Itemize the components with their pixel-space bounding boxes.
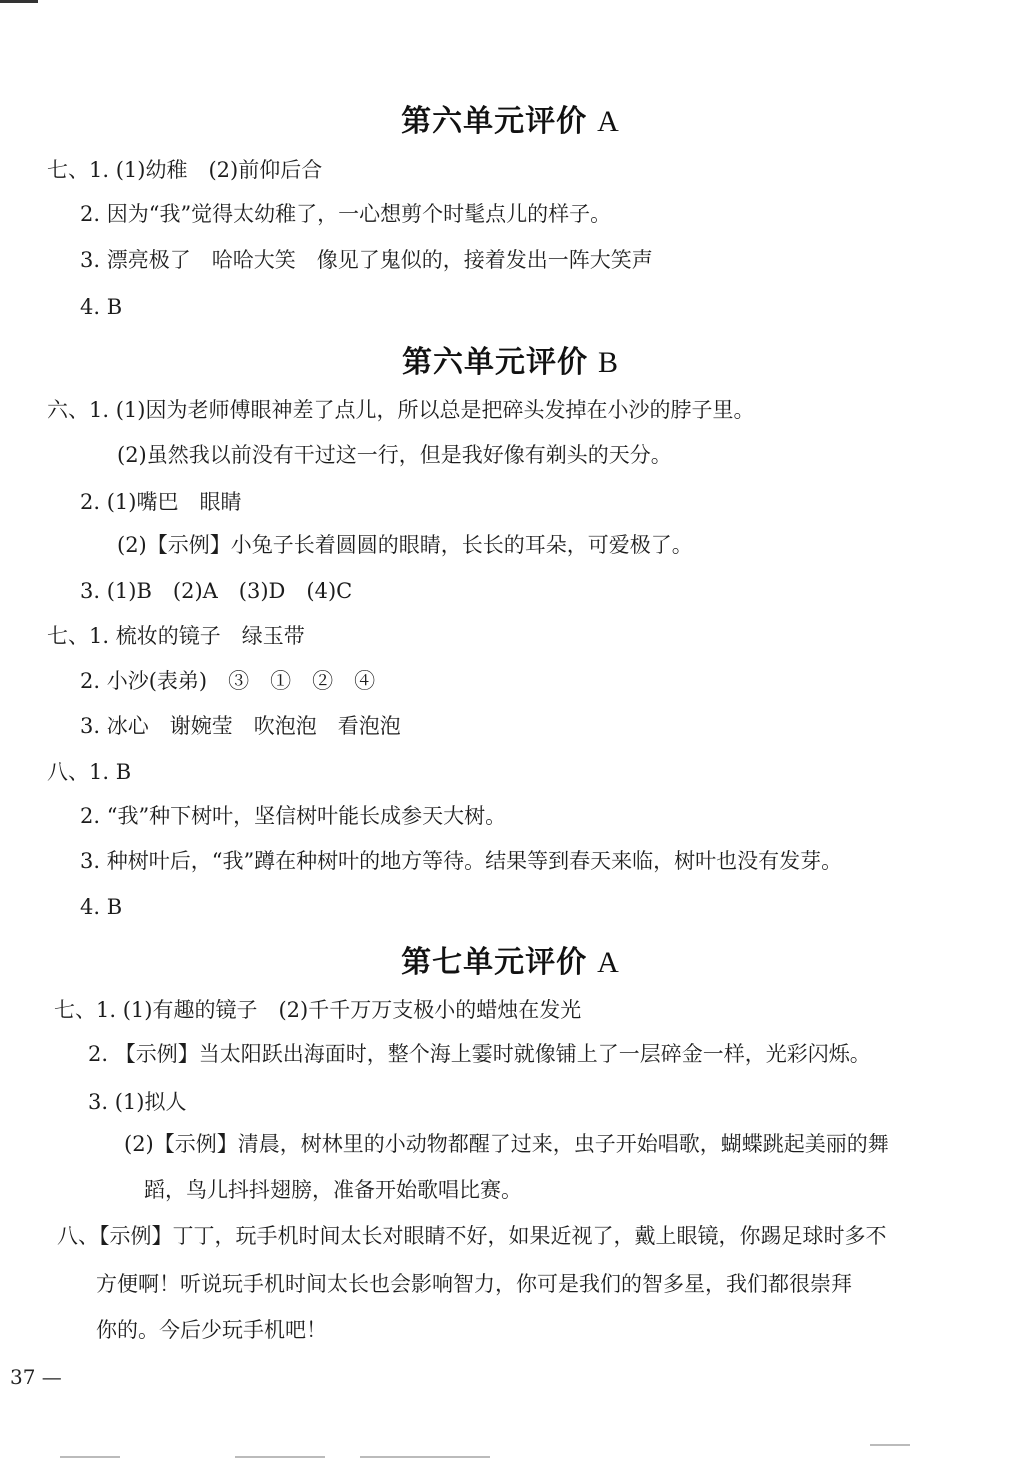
answer-line: 3. (1)拟人 [88, 1090, 187, 1114]
answer-line: 2. 因为“我”觉得太幼稚了，一心想剪个时髦点儿的样子。 [80, 202, 612, 226]
bottom-scan-mark [360, 1456, 490, 1458]
section-heading-unit7-a [0, 937, 1021, 981]
answer-line: (2)【示例】清晨，树林里的小动物都醒了过来，虫子开始唱歌，蝴蝶跳起美丽的舞 [124, 1132, 889, 1156]
bottom-scan-mark [60, 1456, 120, 1458]
answer-line: 3. 冰心 谢婉莹 吹泡泡 看泡泡 [80, 714, 401, 738]
answer-line: 方便啊！听说玩手机时间太长也会影响智力，你可是我们的智多星，我们都很崇拜 [96, 1272, 852, 1296]
answer-line: 3. 漂亮极了 哈哈大笑 像见了鬼似的，接着发出一阵大笑声 [80, 248, 653, 272]
answer-line: 七、1. 梳妆的镜子 绿玉带 [47, 624, 305, 648]
section-title: 第六单元评价 [401, 345, 588, 380]
section-title: 第六单元评价 [401, 104, 588, 139]
answer-line: 你的。今后少玩手机吧！ [96, 1318, 327, 1342]
answer-line: 4. B [80, 895, 123, 919]
answer-line: 2. 【示例】当太阳跃出海面时，整个海上霎时就像铺上了一层碎金一样，光彩闪烁。 [88, 1042, 871, 1066]
section-heading-unit6-a [0, 96, 1021, 140]
answer-line: 3. (1)B (2)A (3)D (4)C [80, 579, 353, 603]
answer-line: 2. 小沙(表弟) ③ ① ② ④ [80, 669, 376, 693]
answer-line: 八、1. B [47, 760, 132, 784]
answer-line: 八、【示例】丁丁，玩手机时间太长对眼睛不好，如果近视了，戴上眼镜，你踢足球时多不 [57, 1224, 887, 1248]
section-suffix: A [597, 105, 620, 138]
section-suffix: A [597, 946, 620, 979]
answer-line: (2)【示例】小兔子长着圆圆的眼睛，长长的耳朵，可爱极了。 [117, 533, 693, 557]
answer-line: 2. “我”种下树叶，坚信树叶能长成参天大树。 [80, 804, 507, 828]
page-number: 37 — [10, 1365, 62, 1389]
answer-line: (2)虽然我以前没有干过这一行，但是我好像有剃头的天分。 [117, 443, 672, 467]
section-suffix: B [597, 346, 619, 379]
corner-scan-mark [0, 0, 38, 3]
answer-line: 4. B [80, 295, 123, 319]
bottom-scan-mark [235, 1456, 325, 1458]
answer-line: 3. 种树叶后，“我”蹲在种树叶的地方等待。结果等到春天来临，树叶也没有发芽。 [80, 849, 843, 873]
answer-line: 2. (1)嘴巴 眼睛 [80, 490, 242, 514]
bottom-scan-mark [870, 1444, 910, 1446]
answer-line: 七、1. (1)有趣的镜子 (2)千千万万支极小的蜡烛在发光 [54, 998, 582, 1022]
section-title: 第七单元评价 [401, 945, 588, 980]
answer-line: 六、1. (1)因为老师傅眼神差了点儿，所以总是把碎头发掉在小沙的脖子里。 [47, 398, 755, 422]
answer-line: 蹈，鸟儿抖抖翅膀，准备开始歌唱比赛。 [144, 1178, 522, 1202]
answer-line: 七、1. (1)幼稚 (2)前仰后合 [47, 158, 323, 182]
section-heading-unit6-b [0, 337, 1021, 381]
